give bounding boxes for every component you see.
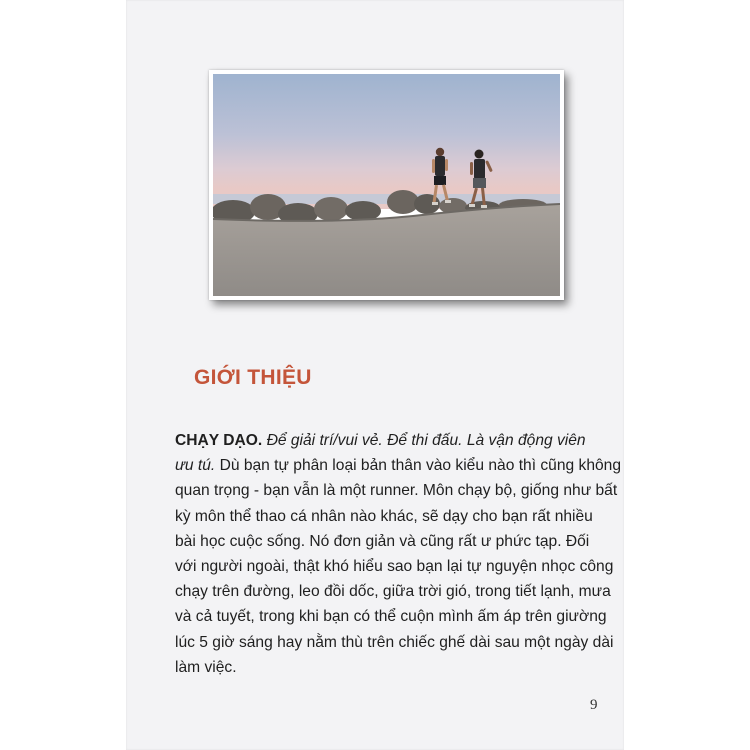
text-line — [175, 630, 614, 655]
text-run: làm việc. — [175, 658, 237, 676]
text-run: Để giải trí/vui vẻ. — [266, 432, 383, 449]
text-line — [175, 554, 614, 579]
runners-photo — [213, 74, 560, 296]
text-run: Dù bạn tự phân loại bản thân vào kiểu nào thì cũng không — [215, 457, 622, 475]
text-run: CHẠY DẠO. — [175, 432, 263, 449]
text-run: và cả tuyết, trong khi bạn có thể cuộn mình ấm áp trên giường — [175, 608, 607, 626]
sky — [213, 74, 560, 209]
text-run: với người ngoài, thật khó hiểu sao bạn lại tự nguyện nhọc công — [175, 558, 614, 576]
text-run: Là vận động viên — [466, 432, 586, 449]
text-run: kỳ môn thể thao cá nhân nào khác, sẽ dạy cho bạn rất nhiều — [175, 507, 593, 525]
text-run: Để thi đấu. — [387, 432, 463, 449]
page-number: 9 — [590, 697, 598, 713]
section-heading: GIỚI THIỆU — [194, 366, 312, 389]
text-run: ưu tú. — [175, 457, 216, 475]
text-line — [175, 655, 595, 680]
text-run: quan trọng - bạn vẫn là một runner. Môn chạy bộ, giống như bất — [175, 482, 618, 500]
text-line — [175, 428, 595, 453]
text-line — [175, 579, 611, 604]
body-paragraph — [175, 428, 622, 680]
text-line — [175, 453, 622, 478]
text-line — [175, 478, 618, 503]
text-run: lúc 5 giờ sáng hay nằm thù trên chiếc ghế dài sau một ngày dài — [175, 633, 614, 651]
text-line — [175, 604, 607, 629]
photo-frame — [209, 70, 564, 300]
text-run: bài học cuộc sống. Nó đơn giản và cũng rất ư phức tạp. Đối — [175, 532, 590, 550]
text-line — [175, 529, 595, 554]
text-run: chạy trên đường, leo đồi dốc, giữa trời gió, trong tiết lạnh, mưa — [175, 583, 611, 601]
text-line — [175, 504, 595, 529]
